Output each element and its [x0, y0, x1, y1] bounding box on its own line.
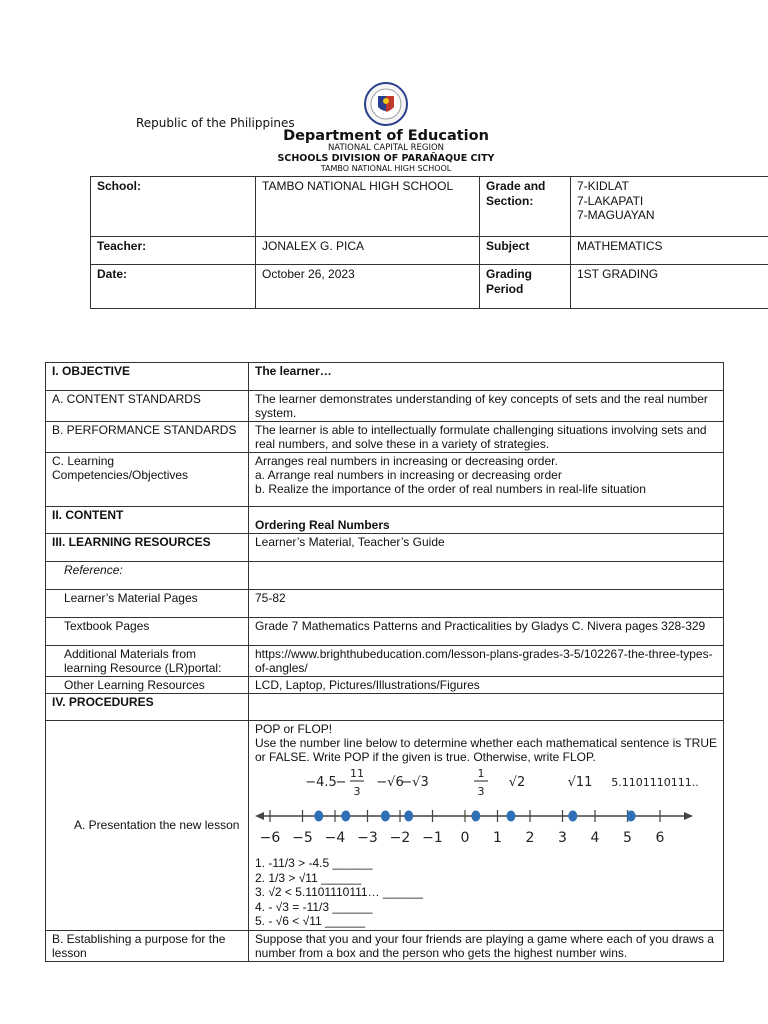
reference-label: Reference: — [46, 562, 249, 590]
school-value: TAMBO NATIONAL HIGH SCHOOL — [256, 177, 480, 237]
republic-text: Republic of the Philippines — [136, 116, 295, 130]
teacher-value: JONALEX G. PICA — [256, 237, 480, 265]
question-item: 5. - √6 < √11 ______ — [255, 914, 366, 928]
number-line-tick-label: −3 — [357, 830, 378, 846]
additional-materials-label: Additional Materials from learning Resource (LR)portal: — [46, 646, 249, 677]
number-line-point-label: −√6 — [376, 775, 404, 790]
deped-seal-logo — [360, 82, 412, 126]
content-value: Ordering Real Numbers — [249, 507, 724, 534]
number-line-tick-label: −6 — [259, 830, 281, 846]
number-line-tick-label: 4 — [590, 830, 600, 846]
subject-label: Subject — [480, 237, 571, 265]
grading-period-label: Grading Period — [480, 265, 571, 309]
competency-line: Arranges real numbers in increasing or decreasing order. — [255, 454, 558, 468]
number-line-point — [341, 811, 350, 822]
number-line-tick-label: 0 — [460, 830, 470, 846]
presentation-cell — [249, 721, 724, 931]
question-item: 3. √2 < 5.1101110111… ______ — [255, 885, 423, 899]
textbook-pages-value: Grade 7 Mathematics Patterns and Practicalities by Gladys C. Nivera pages 328-329 — [249, 618, 724, 646]
content-standards-value: The learner demonstrates understanding of key concepts of sets and the real number system. — [249, 391, 724, 422]
purpose-label: B. Establishing a purpose for the lesson — [46, 930, 249, 961]
lm-pages-value: 75-82 — [249, 590, 724, 618]
school-label: School: — [91, 177, 256, 237]
number-line-point-label: − — [335, 775, 347, 790]
purpose-value: Suppose that you and your four friends are playing a game where each of you draws a number from a box and the person who gets the highest number wins. — [249, 930, 724, 961]
presentation-instructions: Use the number line below to determine whether each mathematical sentence is TRUE or FALSE. Write POP if the given is true. Otherwise, write FLOP. — [255, 736, 718, 764]
section-item: 7-MAGUAYAN — [577, 208, 655, 222]
presentation-label: A. Presentation the new lesson — [46, 721, 249, 931]
presentation-title: POP or FLOP! — [255, 722, 333, 736]
textbook-pages-label: Textbook Pages — [46, 618, 249, 646]
date-value: October 26, 2023 — [256, 265, 480, 309]
number-line-tick-label: 5 — [623, 830, 632, 846]
number-line-point — [404, 811, 413, 822]
number-line-point — [506, 811, 515, 822]
question-item: 2. 1/3 > √11 ______ — [255, 870, 362, 885]
teacher-label: Teacher: — [91, 237, 256, 265]
additional-materials-link[interactable]: https://www.brighthubeducation.com/lesson-plans-grades-3-5/102267-the-three-types-of-angles/ — [249, 646, 724, 677]
number-line-tick-label: −5 — [292, 830, 313, 846]
objective-label: I. OBJECTIVE — [46, 363, 249, 391]
resources-value: Learner’s Material, Teacher’s Guide — [249, 534, 724, 562]
number-line-point-label: √2 — [508, 775, 526, 790]
number-line-point-label: 11 — [350, 768, 364, 780]
content-standards-label: A. CONTENT STANDARDS — [46, 391, 249, 422]
number-line-point — [568, 811, 577, 822]
number-line-tick-label: 1 — [493, 830, 502, 846]
lesson-plan-table — [45, 362, 724, 962]
questions-list — [255, 856, 717, 929]
region-text: NATIONAL CAPITAL REGION — [327, 143, 445, 153]
procedures-label: IV. PROCEDURES — [46, 694, 249, 721]
question-item: 4. - √3 = -11/3 ______ — [255, 899, 373, 914]
procedures-value — [249, 694, 724, 721]
grade-section-label: Grade and Section: — [480, 177, 571, 237]
division-text: SCHOOLS DIVISION OF PARAÑAQUE CITY — [277, 153, 495, 164]
number-line-tick-label: −2 — [389, 830, 411, 846]
number-line-point — [627, 811, 636, 822]
lesson-info-table — [90, 176, 768, 309]
competencies-label: C. Learning Competencies/Objectives — [46, 453, 249, 507]
reference-value — [249, 562, 724, 590]
resources-label: III. LEARNING RESOURCES — [46, 534, 249, 562]
number-line-point-label: 5.1101110111.. — [611, 776, 699, 789]
number-line-tick-label: 6 — [655, 830, 665, 846]
right-arrow-icon — [684, 812, 693, 820]
performance-standards-label: B. PERFORMANCE STANDARDS — [46, 422, 249, 453]
competency-line: b. Realize the importance of the order of real numbers in real-life situation — [255, 482, 646, 496]
grading-period-value: 1ST GRADING — [571, 265, 768, 309]
section-item: 7-LAKAPATI — [577, 193, 644, 208]
number-line-point — [471, 811, 480, 822]
competency-line: a. Arrange real numbers in increasing or decreasing order — [255, 468, 562, 482]
number-line-tick-label: −1 — [422, 830, 443, 846]
left-arrow-icon — [255, 812, 264, 820]
number-line-point-label: 3 — [353, 785, 361, 798]
competencies-cell — [249, 453, 724, 507]
number-line-point — [381, 811, 390, 822]
number-line-tick-label: −4 — [324, 830, 346, 846]
date-label: Date: — [91, 265, 256, 309]
number-line-point-label: 1 — [477, 768, 485, 780]
department-title: Department of Education — [283, 128, 489, 144]
objective-value: The learner… — [249, 363, 724, 391]
subject-value: MATHEMATICS — [571, 237, 768, 265]
number-line-point-label: −√3 — [401, 775, 429, 790]
question-item: 1. -11/3 > -4.5 ______ — [255, 856, 373, 870]
other-resources-value: LCD, Laptop, Pictures/Illustrations/Figures — [249, 677, 724, 694]
number-line-figure — [255, 768, 700, 854]
number-line-tick-label: 3 — [558, 830, 567, 846]
content-label: II. CONTENT — [46, 507, 249, 534]
number-line-point — [314, 811, 323, 822]
number-line-point-label: √11 — [567, 775, 593, 790]
number-line-tick-label: 2 — [525, 830, 535, 846]
performance-standards-value: The learner is able to intellectually formulate challenging situations involving sets and real numbers, and solve these in a variety of strategies. — [249, 422, 724, 453]
lm-pages-label: Learner’s Material Pages — [46, 590, 249, 618]
other-resources-label: Other Learning Resources — [46, 677, 249, 694]
number-line-point-label: 3 — [477, 785, 485, 798]
section-item: 7-KIDLAT — [577, 179, 629, 193]
school-name-text: TAMBO NATIONAL HIGH SCHOOL — [320, 164, 452, 173]
number-line-point-label: −4.5 — [305, 775, 337, 790]
sections-cell — [571, 177, 768, 237]
